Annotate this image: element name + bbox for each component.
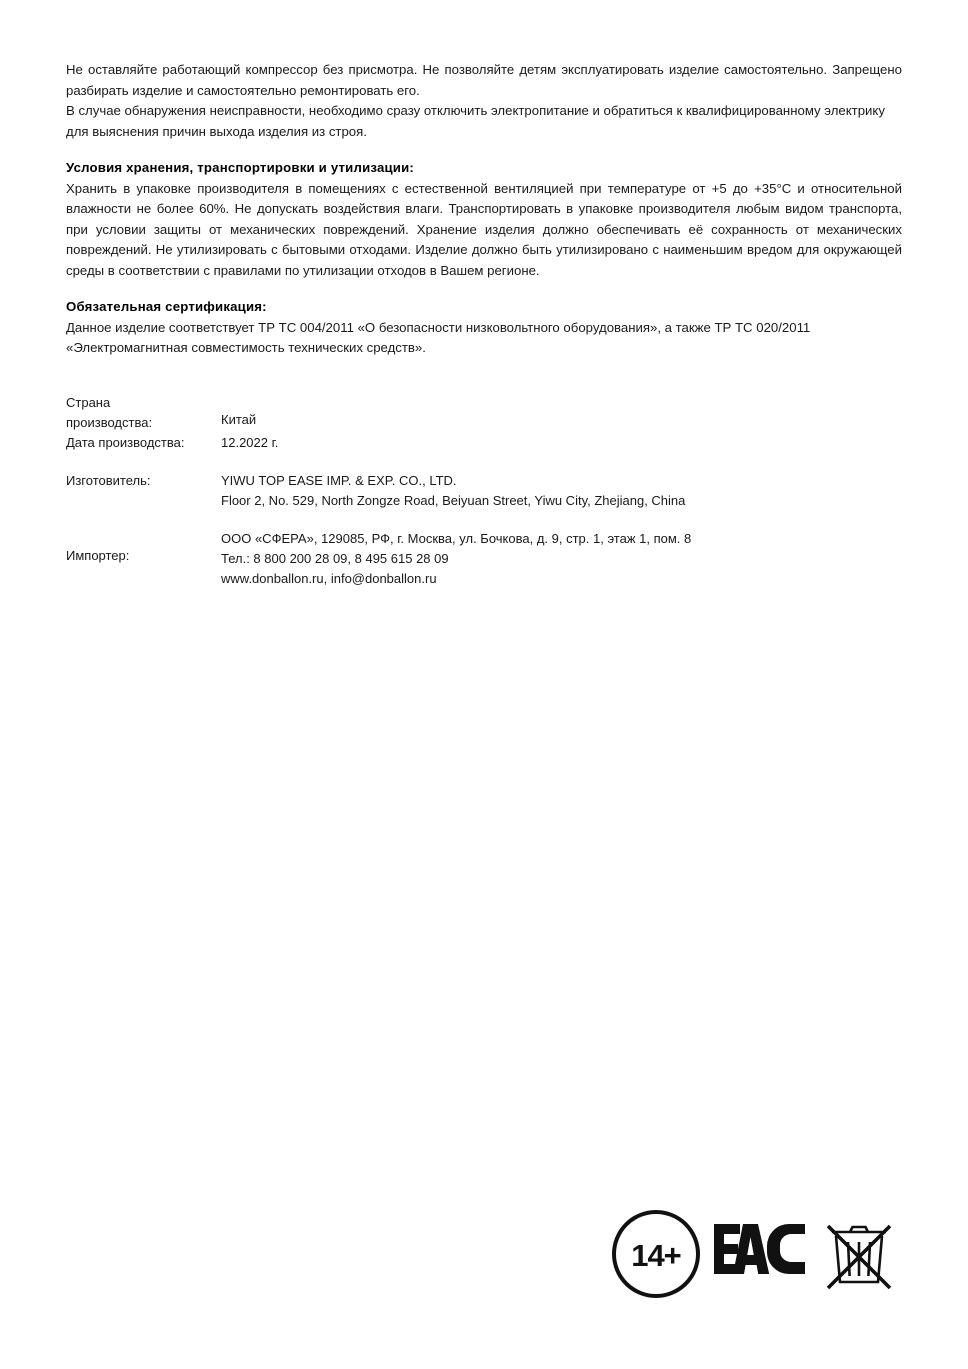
table-row-country [66,393,846,433]
table-row-manufacturer [66,471,846,511]
age-rating-icon [612,1210,704,1302]
spacer-1 [66,142,902,158]
certification-heading: Обязательная сертификация: [66,299,267,314]
country-value-text: Китай [221,411,257,427]
storage-section [66,158,902,281]
importer-value-line3: www.donballon.ru, info@donballon.ru [221,570,437,586]
date-value: 12.2022 г. [221,434,279,450]
country-label-line1: Страна [66,394,111,410]
spacer-3 [66,359,902,393]
safety-section [66,60,902,142]
crossed-out-wheelie-bin-icon [820,1216,898,1298]
country-value [221,393,846,433]
compliance-marks [612,1206,902,1306]
table-spacer-2 [66,511,846,529]
eac-icon [712,1222,807,1286]
product-info-table [66,393,846,589]
storage-heading: Условия хранения, транспортировки и утилизации: [66,160,415,175]
manufacturer-value-line1: YIWU TOP EASE IMP. & EXP. CO., LTD. [221,472,457,488]
importer-label [66,529,221,589]
certification-section [66,297,902,359]
date-label: Дата производства: [66,434,185,450]
age-rating-label: 14+ [631,1238,681,1273]
manufacturer-label: Изготовитель: [66,472,151,488]
manufacturer-value-line2: Floor 2, No. 529, North Zongze Road, Beiyuan Street, Yiwu City, Zhejiang, China [221,492,686,508]
country-label [66,393,221,433]
certification-text: Данное изделие соответствует ТР ТС 004/2011 «О безопасности низковольтного оборудования», а также ТР ТС 020/2011 «Электромагнитная совместимость технических средств». [66,319,811,355]
country-label-line2: производства: [66,414,153,430]
importer-label-text: Импортер: [66,547,130,563]
safety-paragraph-2: В случае обнаружения неисправности, необходимо сразу отключить электропитание и обратиться к квалифицированному электрику для выяснения причин выхода изделия из строя. [66,103,885,139]
table-row-importer [66,529,846,589]
importer-value-line2: Тел.: 8 800 200 28 09, 8 495 615 28 09 [221,550,449,566]
importer-value-line1: ООО «СФЕРА», 129085, РФ, г. Москва, ул. Бочкова, д. 9, стр. 1, этаж 1, пом. 8 [221,530,692,546]
table-spacer-cell-3 [66,511,221,529]
spacer-2 [66,281,902,297]
manufacturer-value [221,471,846,511]
safety-paragraph-1: Не оставляйте работающий компрессор без присмотра. Не позволяйте детям эксплуатировать изделие самостоятельно. Запрещено разбирать изделие и самостоятельно ремонтировать его. [66,62,902,98]
table-row-date [66,433,846,453]
storage-text: Хранить в упаковке производителя в помещениях с естественной вентиляцией при температуре от +5 до +35°С и относительной влажности не более 60%. Не допускать воздействия влаги. Транспортировать в упаковке производителя любым видом транспорта, при условии защиты от механических повреждений. Хранение изделия должно обеспечивать её сохранность от механических повреждений. Не утилизировать с бытовыми отходами. Изделие должно быть утилизировано с наименьшим вредом для окружающей среды в соответствии с правилами по утилизации отходов в Вашем регионе. [66,180,902,278]
document-content [66,60,902,589]
importer-value [221,529,846,589]
table-spacer-cell-4 [221,511,846,529]
table-spacer-1 [66,453,846,471]
table-spacer-cell-1 [66,453,221,471]
table-spacer-cell-2 [221,453,846,471]
